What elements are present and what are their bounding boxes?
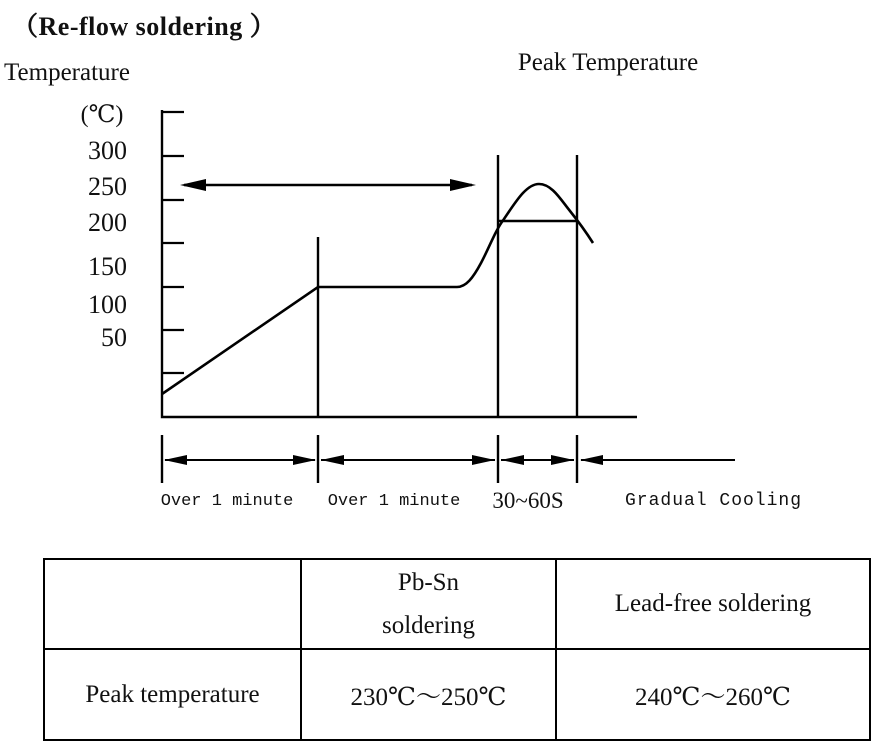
- arrowhead: [472, 455, 495, 465]
- temperature-curve: [162, 184, 593, 394]
- arrowhead: [321, 455, 344, 465]
- y-tick-label-100: 100: [88, 290, 127, 319]
- leadfree-peak-value: 240℃～260℃: [556, 649, 870, 740]
- peak-temperature-table: [43, 558, 871, 741]
- phase-label-cooling: Gradual Cooling: [624, 491, 803, 511]
- phase-label-reflow-window: 30~60S: [492, 488, 564, 513]
- table-header-row: [44, 559, 870, 649]
- pbsn-header-line1: Pb-Sn: [397, 569, 460, 596]
- phase-label-soak: Over 1 minute: [327, 492, 461, 511]
- arrowhead: [501, 455, 524, 465]
- peak-temperature-annotation: Peak Temperature: [517, 49, 699, 76]
- arrowhead-right: [450, 179, 476, 191]
- y-tick-label-300: 300: [88, 136, 127, 165]
- arrowhead-left: [180, 179, 206, 191]
- arrowhead: [580, 455, 603, 465]
- header-cell-leadfree: Lead-free soldering: [556, 559, 870, 649]
- y-tick-label-200: 200: [88, 208, 127, 237]
- figure-title: （Re-flow soldering ）: [12, 12, 277, 41]
- table-row: [44, 649, 870, 740]
- y-axis-unit-label: (℃): [80, 102, 124, 128]
- arrowhead: [551, 455, 574, 465]
- axes: [162, 110, 637, 417]
- header-cell-blank: [44, 559, 301, 649]
- xy-axis-lines: [162, 110, 637, 417]
- header-cell-pbsn: [301, 559, 556, 649]
- y-tick-label-150: 150: [88, 252, 127, 281]
- y-axis-ticks: [162, 112, 184, 373]
- y-tick-label-250: 250: [88, 172, 127, 201]
- y-tick-label-50: 50: [101, 323, 127, 352]
- pbsn-peak-value: 230℃～250℃: [301, 649, 556, 740]
- arrowhead: [164, 455, 187, 465]
- row-label-peak-temperature: Peak temperature: [44, 649, 301, 740]
- arrowhead: [293, 455, 316, 465]
- soak-range-double-arrow: [180, 179, 476, 191]
- y-axis-title: Temperature: [4, 59, 130, 86]
- timeline: [162, 435, 735, 483]
- pbsn-header-line2: soldering: [381, 612, 476, 639]
- phase-label-preheat: Over 1 minute: [160, 492, 294, 511]
